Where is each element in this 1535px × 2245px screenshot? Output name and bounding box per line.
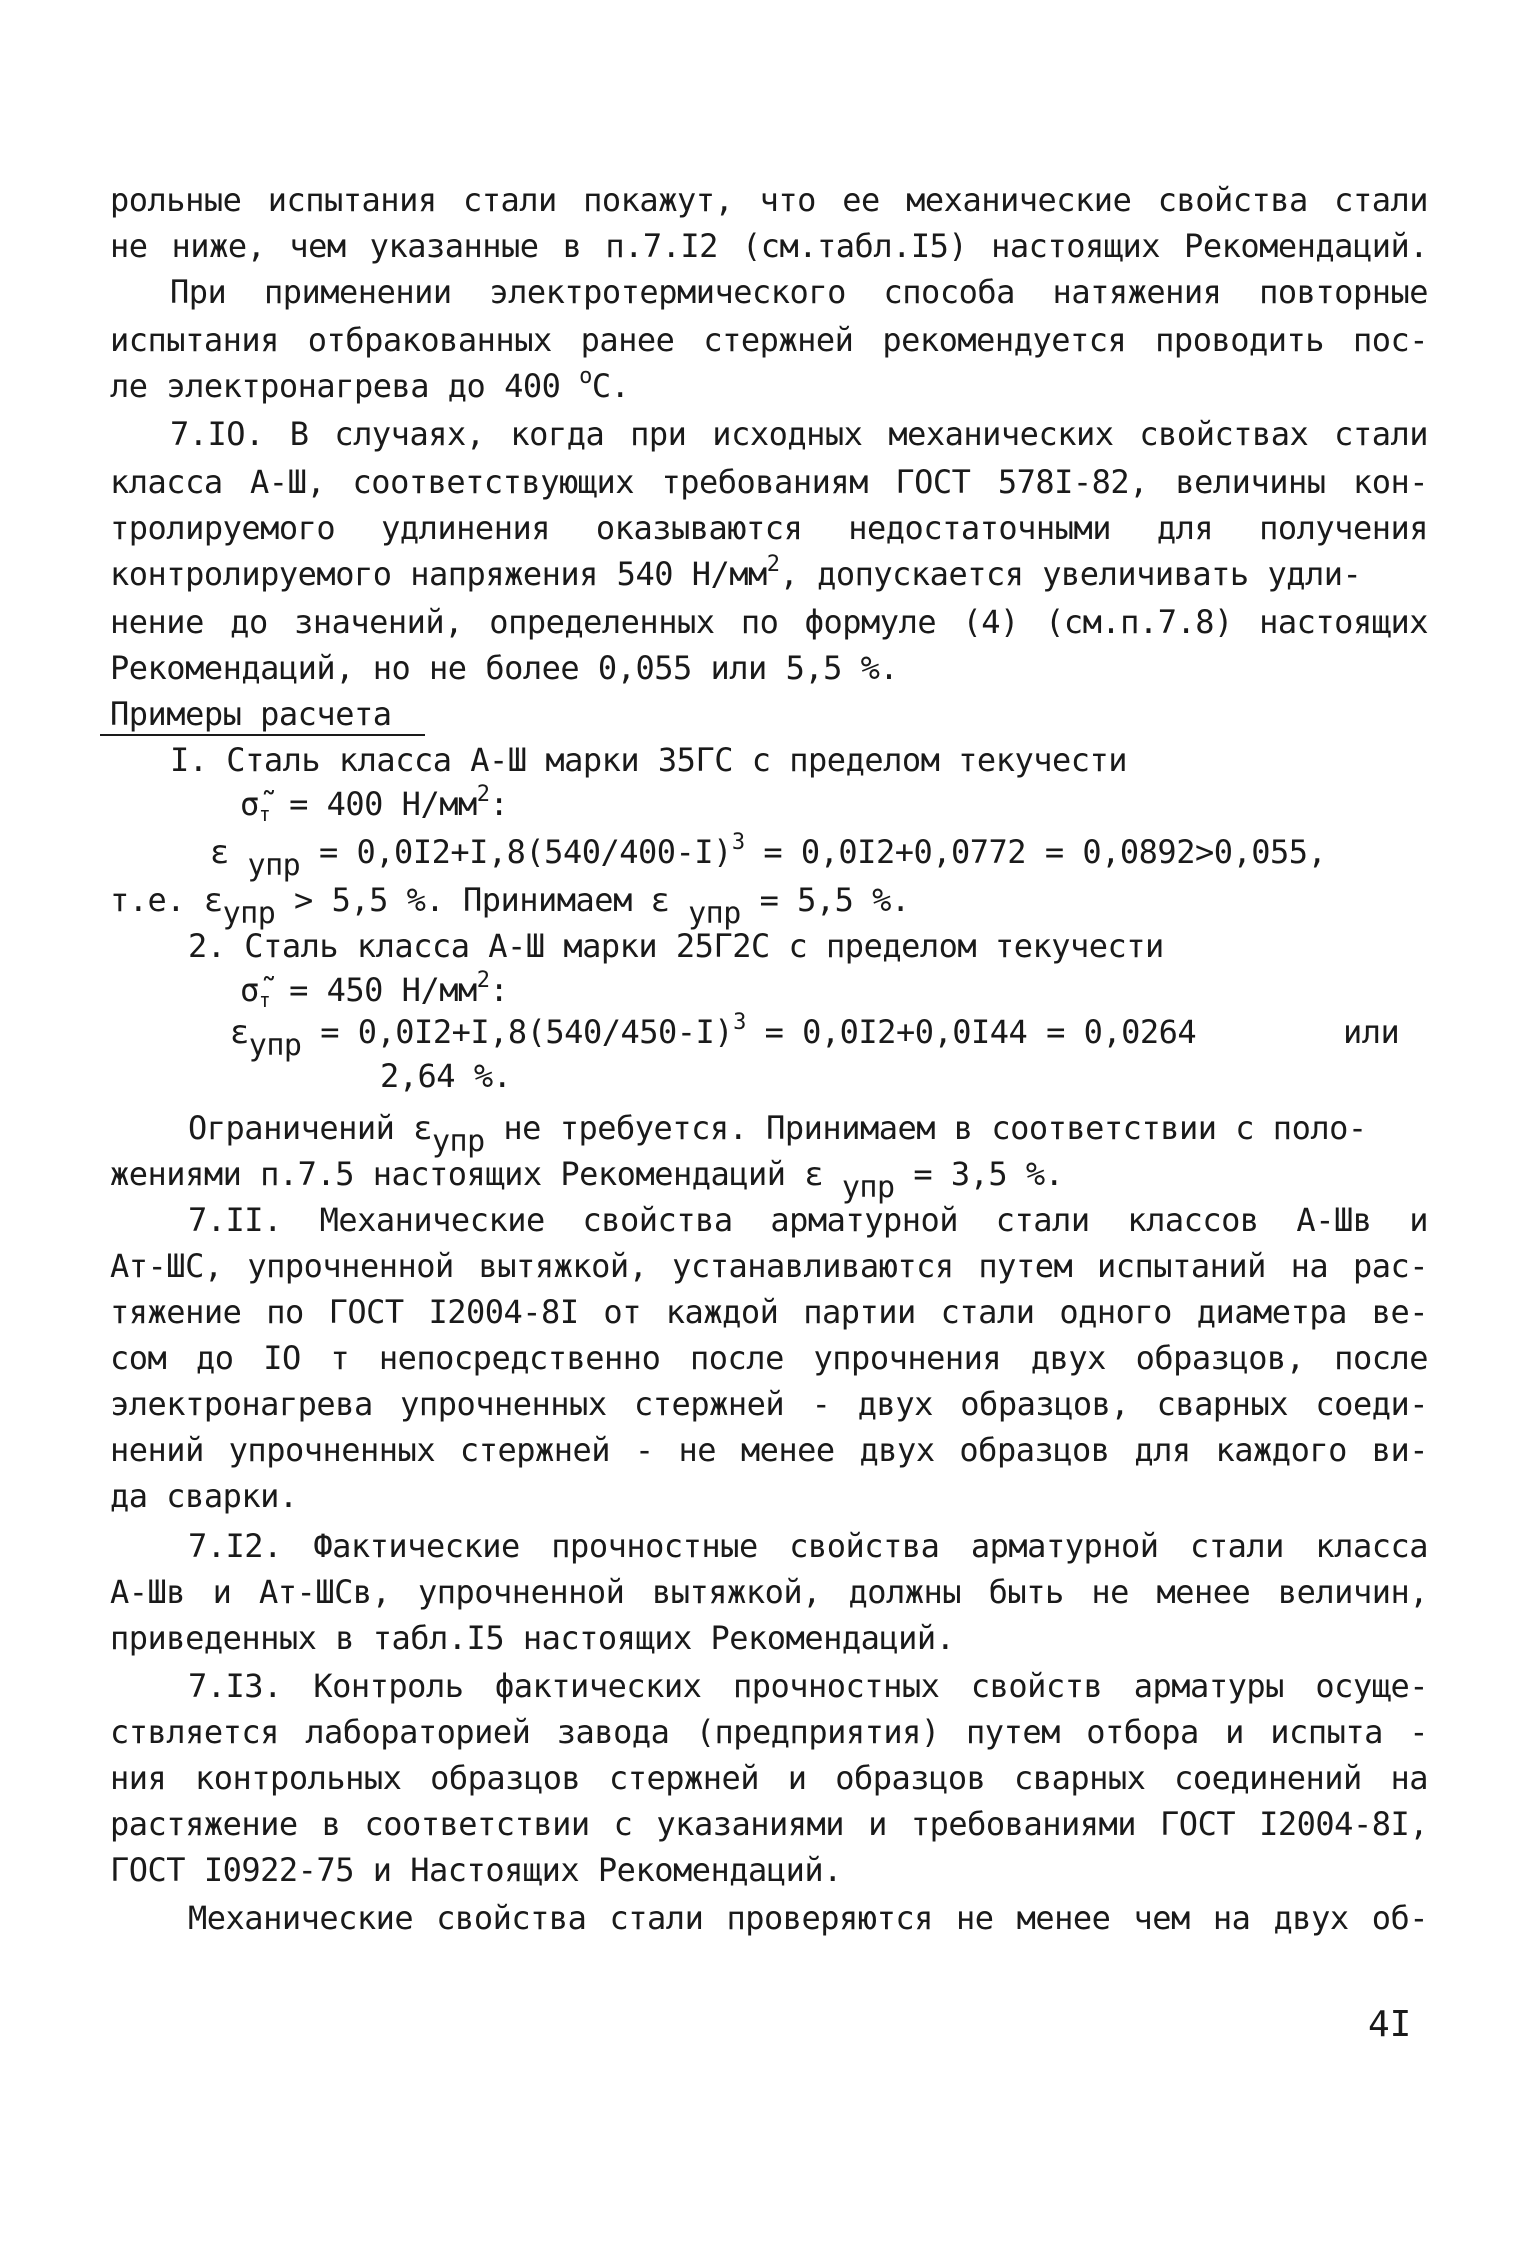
text-line: испытания отбракованных ранее стержней рекомендуется проводить пос-	[110, 321, 1428, 359]
text-line: ния контрольных образцов стержней и образцов сварных соединений на	[110, 1759, 1428, 1797]
text-line: А-Шв и Ат-ШСв, упрочненной вытяжкой, должны быть не менее величин,	[110, 1573, 1428, 1611]
text-line: ствляется лабораторией завода (предприятия) путем отбора и испыта -	[110, 1713, 1428, 1751]
text-line: Рекомендаций, но не более 0,055 или 5,5 %.	[110, 649, 899, 687]
text-line: нений упрочненных стержней - не менее двух образцов для каждого ви-	[110, 1431, 1428, 1469]
paragraph-start-line: 7.IO. В случаях, когда при исходных механических свойствах стали	[170, 415, 1428, 453]
text-line: растяжение в соответствии с указаниями и требованиями ГОСТ I2004-8I,	[110, 1805, 1428, 1843]
paragraph-start-line: 7.I3. Контроль фактических прочностных свойств арматуры осуще-	[188, 1667, 1428, 1705]
text-line: приведенных в табл.I5 настоящих Рекомендаций.	[110, 1619, 955, 1657]
formula-line: $\sigmã_т = 450$ $Н/мм^2$:	[240, 968, 509, 1012]
text-line: сом до IO т непосредственно после упрочнения двух образцов, после	[110, 1339, 1428, 1377]
text-line: жениями п.7.5 настоящих Рекомендаций ε $_{упр}$ = 3,5 %.	[110, 1155, 1064, 1205]
text-line: Ограничений $\varepsilon_{упр}$ не требуется. Принимаем в соответствии с поло-	[188, 1109, 1367, 1159]
section-heading: Примеры расчета	[110, 695, 392, 733]
text-line: Ат-ШС, упрочненной вытяжкой, устанавливаются путем испытаний на рас-	[110, 1247, 1428, 1285]
heading-underline	[100, 734, 425, 736]
example-line: I. Сталь класса А-Ш марки 35ГС с пределом текучести	[170, 741, 1128, 779]
text-line: не ниже, чем указанные в п.7.I2 (см.табл.I5) настоящих Рекомендаций.	[110, 227, 1428, 265]
text-line: класса А-Ш, соответствующих требованиям ГОСТ 578I-82, величины кон-	[110, 463, 1428, 501]
formula-word: или	[1343, 1013, 1400, 1051]
text-line: рольные испытания стали покажут, что ее механические свойства стали	[110, 181, 1428, 219]
text-line: да сварки.	[110, 1477, 298, 1515]
text-line: тролируемого удлинения оказываются недостаточными для получения	[110, 509, 1428, 547]
formula-line: $\varepsilon_{упр} = 0,0I2+I,8(540/450-I)^3 = 0,0I2+0,0I44 = 0,0264$	[230, 1010, 1197, 1063]
formula-line: т.е. $\varepsilon_{упр} > 5,5$ %. Принимаем ε $_{упр}$ = 5,5 %.	[110, 881, 910, 931]
page-number: 4I	[1368, 2004, 1412, 2045]
paragraph-start-line: 7.II. Механические свойства арматурной стали классов А-Шв и	[188, 1201, 1428, 1239]
text-line: нение до значений, определенных по формуле (4) (см.п.7.8) настоящих	[110, 603, 1428, 641]
text-line: тяжение по ГОСТ I2004-8I от каждой партии стали одного диаметра ве-	[110, 1293, 1428, 1331]
text-line: электронагрева упрочненных стержней - двух образцов, сварных соеди-	[110, 1385, 1428, 1423]
paragraph-start-line: Механические свойства стали проверяются не менее чем на двух об-	[188, 1899, 1428, 1937]
formula-line: ε $_{упр} = 0,0I2+I,8(540/400-I)^3 = 0,0I2+0,0772 = 0,0892>0,055$,	[210, 830, 1327, 883]
text-line: ле электронагрева до 400 $^o$С.	[110, 364, 630, 405]
example-line: 2. Сталь класса А-Ш марки 25Г2С с пределом текучести	[188, 927, 1164, 965]
paragraph-start-line: При применении электротермического способа натяжения повторные	[170, 273, 1428, 311]
formula-line: $\sigmã_т = 400$ $Н/мм^2$:	[240, 782, 509, 826]
paragraph-start-line: 7.I2. Фактические прочностные свойства арматурной стали класса	[188, 1527, 1428, 1565]
text-line: ГОСТ I0922-75 и Настоящих Рекомендаций.	[110, 1851, 842, 1889]
formula-line: 2,64 %.	[380, 1057, 512, 1095]
text-line: контролируемого напряжения 540 $Н/мм^2$, допускается увеличивать удли-	[110, 552, 1362, 593]
